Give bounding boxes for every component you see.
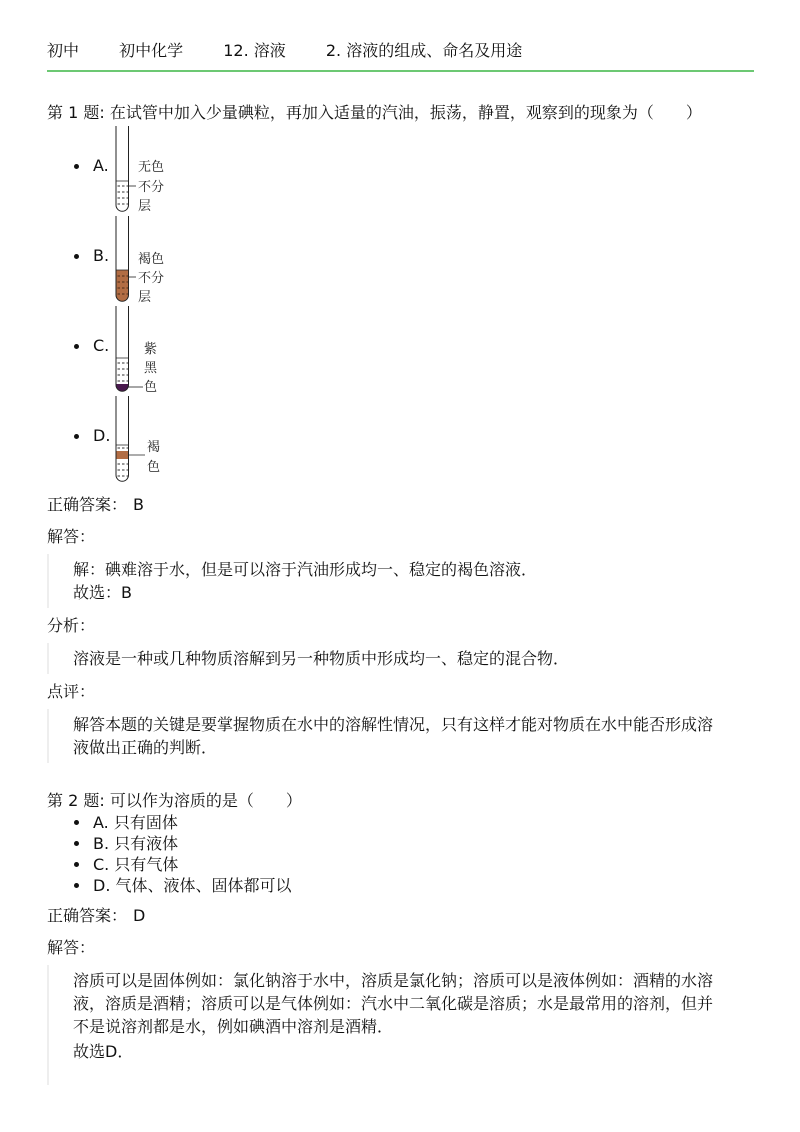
answer-value: B (133, 495, 144, 514)
test-tube-outline (116, 396, 129, 481)
figure-label: 不分 (138, 180, 165, 195)
figure-label: 褐色 (138, 252, 165, 267)
option-item-c (47, 854, 754, 875)
option-item-d (47, 394, 754, 484)
test-tube-outline (116, 306, 129, 391)
bullet-icon (74, 434, 79, 439)
bullet-icon (74, 164, 79, 169)
breadcrumb-item: 2. 溶液的组成、命名及用途 (325, 41, 523, 60)
figure-label: 层 (138, 290, 152, 303)
figure-label: 色 (147, 460, 161, 475)
option-item-d (47, 875, 754, 896)
question-title: 第 2 题: 可以作为溶质的是（ ） (47, 791, 302, 810)
figure-label: 褐 (147, 440, 161, 455)
paragraph: 解：碘难溶于水，但是可以溶于汽油形成均一、稳定的褐色溶液． (73, 560, 538, 579)
answer-line (47, 495, 754, 515)
answer-value: D (133, 906, 146, 925)
option-item-a (47, 812, 754, 833)
solution-label: 解答： (47, 527, 96, 546)
liquid-layer (116, 181, 129, 204)
bullet-icon (74, 862, 79, 867)
option-text: C. 只有气体 (93, 855, 179, 874)
test-tube-figure-c (113, 305, 169, 393)
option-text: B. 只有液体 (93, 834, 179, 853)
paragraph: 溶质可以是固体例如：氯化钠溶于水中，溶质是氯化钠；溶质可以是液体例如：酒精的水溶液，溶质是酒精；溶质可以是气体例如：汽水中二氧化碳是溶质；水是最常用的溶剂，但并不是说溶剂都是水，例如碘酒中溶剂是酒精． (73, 971, 714, 1036)
option-item-c (47, 304, 754, 394)
bullet-icon (74, 344, 79, 349)
option-text: D. 气体、液体、固体都可以 (93, 876, 292, 895)
solution-block (47, 965, 754, 1085)
option-list (47, 124, 754, 484)
figure-label: 色 (144, 380, 158, 393)
option-lead (47, 426, 113, 446)
answer-label: 正确答案： (47, 906, 128, 925)
solution-block (47, 554, 754, 608)
option-key: D. (93, 426, 111, 445)
bullet-icon (74, 841, 79, 846)
comment-block (47, 709, 754, 763)
figure-label: 黑 (144, 361, 158, 376)
breadcrumb (47, 0, 754, 72)
option-item-a (47, 124, 754, 214)
analysis-block (47, 643, 754, 674)
bullet-icon (74, 254, 79, 259)
option-text: A. 只有固体 (93, 813, 178, 832)
test-tube-figure-a (113, 125, 169, 213)
option-lead (47, 246, 113, 266)
answer-label: 正确答案： (47, 495, 128, 514)
question-title: 第 1 题: 在试管中加入少量碘粒，再加入适量的汽油，振荡，静置，观察到的现象为（ ） (47, 103, 702, 122)
question-2 (47, 791, 754, 1085)
question-1 (47, 103, 754, 763)
figure-label: 紫 (144, 342, 158, 357)
option-item-b (47, 214, 754, 304)
breadcrumb-item: 初中化学 (119, 41, 184, 60)
option-key: C. (93, 336, 110, 355)
test-tube-figure-d (113, 395, 169, 483)
option-lead (47, 336, 113, 356)
test-tube-figure-b (113, 215, 169, 303)
paragraph: 解答本题的关键是要掌握物质在水中的溶解性情况，只有这样才能对物质在水中能否形成溶液做出正确的判断． (73, 715, 714, 757)
figure-label: 无色 (138, 160, 165, 175)
solution-label: 解答： (47, 938, 96, 957)
figure-label: 层 (138, 199, 152, 213)
option-lead (47, 156, 113, 176)
option-key: B. (93, 246, 110, 265)
bullet-icon (74, 820, 79, 825)
paragraph: 溶液是一种或几种物质溶解到另一种物质中形成均一、稳定的混合物． (73, 649, 570, 668)
paragraph: 故选：B (73, 583, 132, 602)
bullet-icon (74, 883, 79, 888)
paragraph: 故选D． (73, 1042, 134, 1061)
breadcrumb-item: 12. 溶液 (223, 41, 286, 60)
analysis-label: 分析： (47, 616, 96, 635)
comment-label: 点评： (47, 682, 96, 701)
answer-line (47, 906, 754, 926)
option-key: A. (93, 156, 109, 175)
breadcrumb-item: 初中 (47, 41, 80, 60)
option-item-b (47, 833, 754, 854)
option-list (47, 812, 754, 896)
figure-label: 不分 (138, 271, 165, 286)
